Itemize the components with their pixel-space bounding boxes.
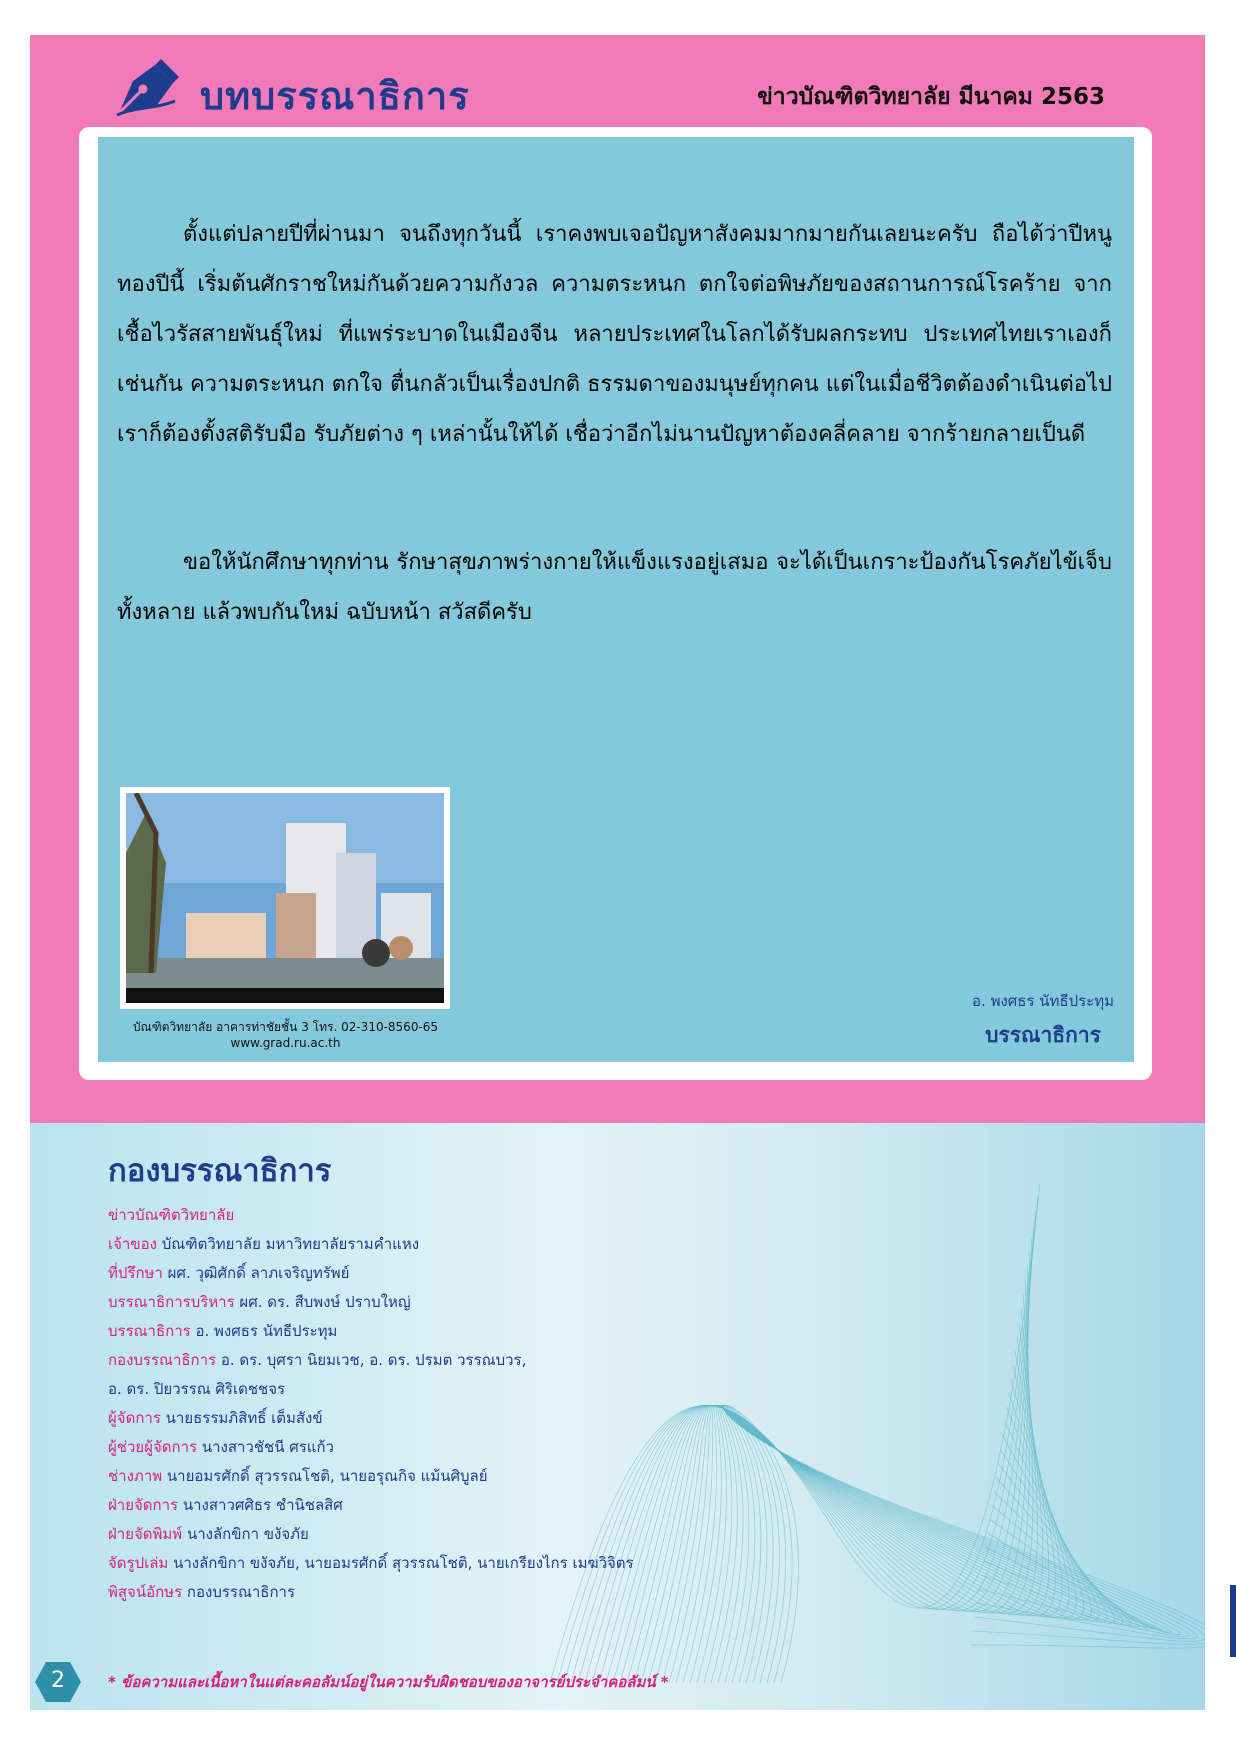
board-title: กองบรรณาธิการ [108, 1153, 332, 1189]
staff-role: พิสูจน์อักษร [108, 1583, 183, 1601]
staff-role: ช่างภาพ [108, 1467, 163, 1485]
staff-names: ผศ. ดร. สืบพงษ์ ปราบใหญ่ [239, 1293, 411, 1311]
staff-line [108, 1259, 708, 1288]
wave-line [722, 1405, 1172, 1683]
editorial-board-section [30, 1123, 1205, 1710]
staff-line [108, 1375, 708, 1404]
wave-line [721, 1405, 1155, 1683]
editorial-section [30, 35, 1205, 1123]
pen-nib-icon [115, 57, 181, 117]
staff-line [108, 1230, 708, 1259]
building-photo [120, 787, 450, 1009]
signer-block [972, 989, 1114, 1052]
photo-caption-address: บัณฑิตวิทยาลัย อาคารท่าชัยชั้น 3 โทร. 02-310-8560-65 [132, 1020, 439, 1034]
signer-role: บรรณาธิการ [985, 1023, 1101, 1047]
staff-line [108, 1288, 708, 1317]
staff-names: บัณฑิตวิทยาลัย มหาวิทยาลัยรามคำแหง [161, 1235, 420, 1253]
staff-line [108, 1346, 708, 1375]
editorial-paragraph: ตั้งแต่ปลายปีที่ผ่านมา จนถึงทุกวันนี้ เราคงพบเจอปัญหาสังคมมากมายกันเลยนะครับ ถือได้ว่าปีหนูทองปีนี้ เริ่มต้นศักราชใหม่กันด้วยความกังวล ความตระหนก ตกใจต่อพิษภัยของสถานการณ์โรคร้าย จากเชื้อไวรัสสายพันธุ์ใหม่ ที่แพร่ระบาดในเมืองจีน หลายประเทศในโลกได้รับผลกระทบ ประเทศไทยเราเองก็เช่นกัน ความตระหนก ตกใจ ตื่นกลัวเป็นเรื่องปกติ ธรรมดาของมนุษย์ทุกคน แต่ในเมื่อชีวิตต้องดำเนินต่อไป เราก็ต้องตั้งสติรับมือ รับภัยต่าง ๆ เหล่านั้นให้ได้ เชื่อว่าอีกไม่นานปัญหาต้องคลี่คลาย จากร้ายกลายเป็นดี [117, 222, 1112, 447]
staff-line [108, 1317, 708, 1346]
staff-names: นายอมรศักดิ์ สุวรรณโชติ, นายอรุณกิจ แม้นศิบูลย์ [166, 1467, 488, 1485]
page-number: 2 [51, 1668, 65, 1693]
editorial-content [98, 137, 1134, 1062]
staff-role: ที่ปรึกษา [108, 1264, 163, 1282]
content-frame [79, 127, 1152, 1080]
staff-role: บรรณาธิการบริหาร [108, 1293, 235, 1311]
staff-line [108, 1520, 708, 1549]
disclaimer: * ข้อความและเนื้อหาในแต่ละคอลัมน์อยู่ในความรับผิดชอบของอาจารย์ประจำคอลัมน์ * [108, 1673, 669, 1691]
wave-line [722, 1405, 1164, 1683]
section-title: บทบรรณาธิการ [200, 74, 470, 118]
staff-role: ผู้จัดการ [108, 1409, 161, 1427]
staff-line [108, 1433, 708, 1462]
staff-names: นางสาวศศิธร ชำนิชลสิศ [182, 1496, 343, 1514]
wave-line [723, 1405, 1205, 1683]
staff-names: อ. พงศธร นัทธีประทุม [195, 1322, 338, 1340]
staff-line [108, 1462, 708, 1491]
staff-role: บรรณาธิการ [108, 1322, 191, 1340]
staff-line [108, 1404, 708, 1433]
wave-line [718, 1405, 1147, 1683]
issue-label: ข่าวบัณฑิตวิทยาลัย มีนาคม 2563 [757, 84, 1105, 110]
staff-role: ผู้ช่วยผู้จัดการ [108, 1438, 198, 1456]
staff-role: กองบรรณาธิการ [108, 1351, 217, 1369]
staff-line [108, 1491, 708, 1520]
photo-caption-url: www.grad.ru.ac.th [230, 1036, 341, 1050]
staff-line [108, 1578, 708, 1607]
staff-names: นางสาวชัชนี ศรแก้ว [201, 1438, 334, 1456]
staff-names: ผศ. วุฒิศักดิ์ ลาภเจริญทรัพย์ [167, 1264, 350, 1282]
staff-names: อ. ดร. ปิยวรรณ ศิริเดชชจร [108, 1380, 286, 1398]
staff-role: ฝ่ายจัดการ [108, 1496, 179, 1514]
staff-names: นางลักขิกา ขงัจภัย, นายอมรศักดิ์ สุวรรณโชติ, นายเกรียงไกร เมฆวิจิตร [173, 1554, 634, 1572]
staff-role: จัดรูปเล่ม [108, 1554, 169, 1572]
photo-caption [108, 1019, 463, 1051]
staff-list [108, 1201, 708, 1607]
staff-names: นายธรรมภิสิทธิ์ เต็มสังข์ [165, 1409, 323, 1427]
signer-name: อ. พงศธร นัทธีประทุม [972, 992, 1114, 1010]
staff-names: กองบรรณาธิการ [186, 1583, 296, 1601]
staff-role: เจ้าของ [108, 1235, 157, 1253]
staff-role: ฝ่ายจัดพิมพ์ [108, 1525, 183, 1543]
staff-line [108, 1201, 708, 1230]
editorial-paragraph: ขอให้นักศึกษาทุกท่าน รักษาสุขภาพร่างกายให้แข็งแรงอยู่เสมอ จะได้เป็นเกราะป้องกันโรคภัยไข้เจ็บทั้งหลาย แล้วพบกันใหม่ ฉบับหน้า สวัสดีครับ [117, 550, 1112, 625]
building-photo-image [126, 793, 444, 1003]
staff-names: นางลักขิกา ขงัจภัย [186, 1525, 309, 1543]
staff-line [108, 1549, 708, 1578]
edge-marker [1230, 1585, 1236, 1657]
staff-names: อ. ดร. บุศรา นิยมเวช, อ. ดร. ปรมต วรรณบวร, [220, 1351, 527, 1369]
staff-role: ข่าวบัณฑิตวิทยาลัย [108, 1206, 235, 1224]
